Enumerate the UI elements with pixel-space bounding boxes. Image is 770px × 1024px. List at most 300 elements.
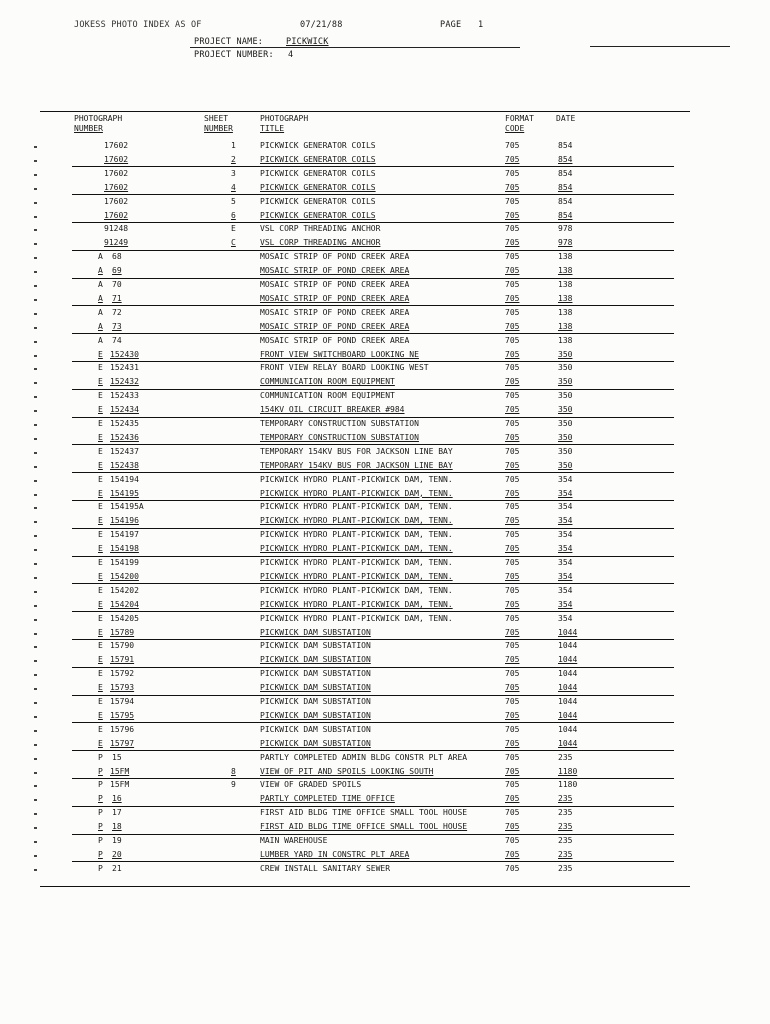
row-group-rule — [72, 278, 674, 279]
row-prefix: E — [98, 405, 103, 415]
row-group-rule — [72, 528, 674, 529]
photo-number: 68 — [112, 252, 122, 262]
table-row — [0, 280, 770, 291]
format-code: 705 — [505, 780, 520, 790]
format-code: 705 — [505, 432, 520, 442]
photo-title: PARTLY COMPLETED TIME OFFICE — [260, 794, 395, 804]
table-row — [0, 169, 770, 180]
table-top-rule — [40, 111, 690, 112]
format-code: 705 — [505, 307, 520, 317]
table-row — [0, 461, 770, 472]
photo-number: 154202 — [110, 585, 139, 595]
photo-title: PICKWICK GENERATOR COILS — [260, 210, 376, 220]
format-code: 705 — [505, 238, 520, 248]
format-code: 705 — [505, 488, 520, 498]
photo-title: MOSAIC STRIP OF POND CREEK AREA — [260, 252, 410, 262]
margin-mark — [34, 327, 37, 329]
margin-mark — [34, 146, 37, 148]
format-code: 705 — [505, 655, 520, 665]
date-code: 1044 — [558, 627, 578, 637]
format-code: 705 — [505, 710, 520, 720]
format-code: 705 — [505, 363, 520, 373]
table-row — [0, 433, 770, 444]
row-prefix: E — [98, 697, 103, 706]
format-code: 705 — [505, 182, 520, 192]
photo-number: 72 — [112, 307, 122, 317]
photo-title: MOSAIC STRIP OF POND CREEK AREA — [260, 280, 410, 289]
photo-title: MOSAIC STRIP OF POND CREEK AREA — [260, 321, 410, 331]
project-number: 4 — [288, 50, 294, 60]
project-name: PICKWICK — [286, 37, 329, 47]
date-code: 235 — [558, 752, 573, 762]
sheet-number: 3 — [231, 168, 236, 178]
table-row — [0, 252, 770, 263]
photo-title: PICKWICK HYDRO PLANT-PICKWICK DAM, TENN. — [260, 488, 453, 498]
format-code: 705 — [505, 141, 520, 150]
margin-mark — [34, 674, 37, 676]
row-prefix: P — [98, 752, 103, 762]
table-row — [0, 628, 770, 639]
sheet-number: C — [231, 238, 236, 248]
margin-mark — [34, 521, 37, 523]
row-prefix: E — [98, 738, 103, 748]
row-group-rule — [72, 806, 674, 807]
format-code: 705 — [505, 252, 520, 262]
photo-number: 152434 — [110, 405, 139, 415]
row-prefix: E — [98, 627, 103, 637]
report-title: JOKESS PHOTO INDEX AS OF — [74, 20, 202, 30]
format-code: 705 — [505, 502, 520, 512]
photo-title: TEMPORARY 154KV BUS FOR JACKSON LINE BAY — [260, 446, 453, 456]
photo-number: 15794 — [110, 697, 135, 706]
date-code: 1044 — [558, 669, 578, 679]
table-row — [0, 516, 770, 527]
date-code: 354 — [558, 488, 573, 498]
table-row — [0, 377, 770, 388]
date-code: 350 — [558, 405, 573, 415]
date-code: 1180 — [558, 780, 578, 790]
row-prefix: E — [98, 391, 103, 401]
date-code: 1044 — [558, 738, 578, 748]
margin-mark — [34, 216, 37, 218]
row-prefix: E — [98, 655, 103, 665]
margin-mark — [34, 188, 37, 190]
date-code: 354 — [558, 530, 573, 540]
table-row — [0, 711, 770, 722]
photo-title: PICKWICK DAM SUBSTATION — [260, 669, 371, 679]
photo-title: COMMUNICATION ROOM EQUIPMENT — [260, 391, 395, 401]
format-code: 705 — [505, 224, 520, 234]
margin-mark — [34, 619, 37, 621]
photo-title: PICKWICK GENERATOR COILS — [260, 141, 376, 150]
margin-mark — [34, 507, 37, 509]
date-code: 354 — [558, 585, 573, 595]
sheet-number: 1 — [231, 141, 236, 150]
date-code: 1044 — [558, 697, 578, 706]
photo-number: 15FM — [110, 766, 130, 776]
margin-mark — [34, 855, 37, 857]
date-code: 138 — [558, 252, 573, 262]
format-code: 705 — [505, 377, 520, 387]
margin-mark — [34, 313, 37, 315]
date-code: 1044 — [558, 710, 578, 720]
sheet-number: 2 — [231, 154, 236, 164]
date-code: 354 — [558, 544, 573, 554]
row-prefix: E — [98, 516, 103, 526]
photo-number: 15789 — [110, 627, 135, 637]
date-code: 1044 — [558, 655, 578, 665]
table-row — [0, 502, 770, 513]
photo-number: 16 — [112, 794, 122, 804]
sheet-number: 4 — [231, 182, 236, 192]
date-code: 235 — [558, 849, 573, 859]
photo-number: 15797 — [110, 738, 135, 748]
margin-mark — [34, 382, 37, 384]
report-date: 07/21/88 — [300, 20, 343, 30]
margin-mark — [34, 744, 37, 746]
photo-title: PICKWICK DAM SUBSTATION — [260, 697, 371, 706]
row-prefix: A — [98, 321, 103, 331]
photo-title: PICKWICK HYDRO PLANT-PICKWICK DAM, TENN. — [260, 530, 453, 540]
format-code: 705 — [505, 613, 520, 623]
photo-title: PICKWICK HYDRO PLANT-PICKWICK DAM, TENN. — [260, 558, 453, 567]
format-code: 705 — [505, 419, 520, 428]
col-sheet-number: SHEET NUMBER — [204, 114, 233, 133]
row-group-rule — [72, 639, 674, 640]
photo-number: 91249 — [104, 238, 129, 248]
photo-title: MOSAIC STRIP OF POND CREEK AREA — [260, 307, 410, 317]
margin-mark — [34, 702, 37, 704]
margin-mark — [34, 646, 37, 648]
table-row — [0, 363, 770, 374]
format-code: 705 — [505, 863, 520, 873]
row-prefix: P — [98, 794, 103, 804]
format-code: 705 — [505, 836, 520, 845]
photo-title: PICKWICK HYDRO PLANT-PICKWICK DAM, TENN. — [260, 599, 453, 609]
photo-title: PICKWICK HYDRO PLANT-PICKWICK DAM, TENN. — [260, 613, 453, 623]
photo-title: PICKWICK GENERATOR COILS — [260, 154, 376, 164]
margin-mark — [34, 355, 37, 357]
format-code: 705 — [505, 474, 520, 484]
date-code: 854 — [558, 168, 573, 178]
row-prefix: P — [98, 849, 103, 859]
date-code: 138 — [558, 280, 573, 289]
margin-mark — [34, 827, 37, 829]
format-code: 705 — [505, 571, 520, 581]
table-row — [0, 544, 770, 555]
format-code: 705 — [505, 752, 520, 762]
margin-mark — [34, 341, 37, 343]
table-row — [0, 614, 770, 625]
margin-mark — [34, 730, 37, 732]
table-row — [0, 753, 770, 764]
margin-mark — [34, 160, 37, 162]
photo-number: 15FM — [110, 780, 130, 790]
sheet-number: 8 — [231, 766, 236, 776]
photo-number: 154200 — [110, 571, 139, 581]
date-code: 978 — [558, 224, 573, 234]
photo-number: 17602 — [104, 168, 129, 178]
table-row — [0, 822, 770, 833]
format-code: 705 — [505, 154, 520, 164]
page-number: 1 — [478, 20, 484, 30]
table-row — [0, 197, 770, 208]
margin-mark — [34, 563, 37, 565]
row-group-rule — [72, 778, 674, 779]
row-prefix: E — [98, 599, 103, 609]
date-code: 350 — [558, 460, 573, 470]
row-prefix: E — [98, 530, 103, 540]
row-prefix: E — [98, 571, 103, 581]
photo-number: 73 — [112, 321, 122, 331]
photo-number: 154195 — [110, 488, 139, 498]
date-code: 350 — [558, 377, 573, 387]
photo-title: TEMPORARY CONSTRUCTION SUBSTATION — [260, 419, 419, 428]
photo-number: 15 — [112, 752, 122, 762]
row-prefix: P — [98, 822, 103, 832]
row-prefix: E — [98, 460, 103, 470]
format-code: 705 — [505, 849, 520, 859]
row-group-rule — [72, 361, 674, 362]
date-code: 354 — [558, 613, 573, 623]
row-group-rule — [72, 222, 674, 223]
table-row — [0, 655, 770, 666]
format-code: 705 — [505, 697, 520, 706]
photo-number: 152432 — [110, 377, 139, 387]
table-row — [0, 294, 770, 305]
format-code: 705 — [505, 627, 520, 637]
photo-title: PICKWICK DAM SUBSTATION — [260, 627, 371, 637]
table-row — [0, 266, 770, 277]
table-row — [0, 669, 770, 680]
table-bottom-rule — [40, 886, 690, 887]
date-code: 350 — [558, 432, 573, 442]
photo-title: PICKWICK DAM SUBSTATION — [260, 655, 371, 665]
photo-title: PICKWICK HYDRO PLANT-PICKWICK DAM, TENN. — [260, 585, 453, 595]
margin-mark — [34, 785, 37, 787]
photo-number: 17602 — [104, 210, 129, 220]
format-code: 705 — [505, 460, 520, 470]
format-code: 705 — [505, 641, 520, 651]
photo-number: 91248 — [104, 224, 129, 234]
date-code: 1180 — [558, 766, 578, 776]
photo-title: PICKWICK DAM SUBSTATION — [260, 724, 371, 734]
margin-mark — [34, 549, 37, 551]
row-group-rule — [72, 305, 674, 306]
row-prefix: E — [98, 419, 103, 428]
photo-title: MOSAIC STRIP OF POND CREEK AREA — [260, 293, 410, 303]
date-code: 854 — [558, 210, 573, 220]
date-code: 350 — [558, 391, 573, 401]
photo-number: 154194 — [110, 474, 139, 484]
row-prefix: P — [98, 836, 103, 845]
table-row — [0, 475, 770, 486]
date-code: 350 — [558, 363, 573, 373]
photo-title: TEMPORARY CONSTRUCTION SUBSTATION — [260, 432, 419, 442]
date-code: 1044 — [558, 641, 578, 651]
photo-number: 15790 — [110, 641, 135, 651]
format-code: 705 — [505, 669, 520, 679]
format-code: 705 — [505, 516, 520, 526]
date-code: 138 — [558, 321, 573, 331]
photo-title: PICKWICK DAM SUBSTATION — [260, 738, 371, 748]
margin-mark — [34, 591, 37, 593]
photo-number: 152436 — [110, 432, 139, 442]
margin-mark — [34, 410, 37, 412]
row-prefix: E — [98, 724, 103, 734]
margin-mark — [34, 424, 37, 426]
format-code: 705 — [505, 724, 520, 734]
format-code: 705 — [505, 599, 520, 609]
table-row — [0, 836, 770, 847]
table-row — [0, 308, 770, 319]
photo-number: 152435 — [110, 419, 139, 428]
format-code: 705 — [505, 558, 520, 567]
table-row — [0, 155, 770, 166]
photo-title: PICKWICK GENERATOR COILS — [260, 182, 376, 192]
photo-number: 15793 — [110, 683, 135, 693]
row-prefix: E — [98, 683, 103, 693]
row-prefix: E — [98, 377, 103, 387]
format-code: 705 — [505, 321, 520, 331]
date-code: 350 — [558, 349, 573, 359]
photo-title: VSL CORP THREADING ANCHOR — [260, 238, 381, 248]
sheet-number: E — [231, 224, 236, 234]
table-row — [0, 808, 770, 819]
table-row — [0, 447, 770, 458]
margin-mark — [34, 535, 37, 537]
date-code: 235 — [558, 794, 573, 804]
date-code: 138 — [558, 293, 573, 303]
format-code: 705 — [505, 210, 520, 220]
margin-mark — [34, 438, 37, 440]
row-group-rule — [72, 472, 674, 473]
format-code: 705 — [505, 293, 520, 303]
row-prefix: A — [98, 252, 103, 262]
format-code: 705 — [505, 446, 520, 456]
date-code: 138 — [558, 335, 573, 345]
margin-mark — [34, 480, 37, 482]
date-code: 350 — [558, 419, 573, 428]
margin-mark — [34, 772, 37, 774]
table-row — [0, 224, 770, 235]
row-group-rule — [72, 861, 674, 862]
row-prefix: E — [98, 544, 103, 554]
date-code: 354 — [558, 502, 573, 512]
photo-number: 17602 — [104, 141, 129, 150]
photo-number: 154199 — [110, 558, 139, 567]
row-group-rule — [72, 611, 674, 612]
col-format-code: FORMAT CODE — [505, 114, 534, 133]
margin-mark — [34, 716, 37, 718]
margin-mark — [34, 368, 37, 370]
row-prefix: P — [98, 863, 103, 873]
row-group-rule — [72, 417, 674, 418]
photo-number: 71 — [112, 293, 122, 303]
format-code: 705 — [505, 766, 520, 776]
date-code: 1044 — [558, 683, 578, 693]
photo-title: VSL CORP THREADING ANCHOR — [260, 224, 381, 234]
table-row — [0, 780, 770, 791]
margin-mark — [34, 633, 37, 635]
row-group-rule — [72, 333, 674, 334]
row-prefix: E — [98, 363, 103, 373]
margin-mark — [34, 243, 37, 245]
photo-number: 74 — [112, 335, 122, 345]
row-group-rule — [72, 500, 674, 501]
margin-mark — [34, 869, 37, 871]
project-name-label: PROJECT NAME: — [194, 37, 264, 47]
date-code: 235 — [558, 822, 573, 832]
row-prefix: E — [98, 488, 103, 498]
format-code: 705 — [505, 335, 520, 345]
table-row — [0, 336, 770, 347]
photo-number: 18 — [112, 822, 122, 832]
margin-mark — [34, 605, 37, 607]
photo-number: 17 — [112, 808, 122, 818]
row-prefix: E — [98, 558, 103, 567]
date-code: 854 — [558, 182, 573, 192]
photo-title: MAIN WAREHOUSE — [260, 836, 328, 845]
row-prefix: E — [98, 432, 103, 442]
row-prefix: A — [98, 280, 103, 289]
row-prefix: E — [98, 641, 103, 651]
photo-number: 19 — [112, 836, 122, 845]
photo-number: 21 — [112, 863, 122, 873]
date-code: 354 — [558, 474, 573, 484]
row-prefix: P — [98, 808, 103, 818]
row-prefix: E — [98, 502, 103, 512]
format-code: 705 — [505, 738, 520, 748]
table-row — [0, 405, 770, 416]
date-code: 354 — [558, 558, 573, 567]
photo-number: 154205 — [110, 613, 139, 623]
margin-mark — [34, 813, 37, 815]
row-prefix: E — [98, 585, 103, 595]
row-group-rule — [72, 389, 674, 390]
photo-title: PICKWICK HYDRO PLANT-PICKWICK DAM, TENN. — [260, 502, 453, 512]
table-row — [0, 211, 770, 222]
table-row — [0, 183, 770, 194]
format-code: 705 — [505, 280, 520, 289]
format-code: 705 — [505, 349, 520, 359]
table-row — [0, 489, 770, 500]
photo-title: PICKWICK HYDRO PLANT-PICKWICK DAM, TENN. — [260, 516, 453, 526]
photo-title: PICKWICK HYDRO PLANT-PICKWICK DAM, TENN. — [260, 474, 453, 484]
photo-title: PICKWICK DAM SUBSTATION — [260, 710, 371, 720]
photo-title: LUMBER YARD IN CONSTRC PLT AREA — [260, 849, 410, 859]
project-rule — [190, 47, 520, 48]
margin-mark — [34, 660, 37, 662]
table-row — [0, 850, 770, 861]
table-row — [0, 419, 770, 430]
table-row — [0, 794, 770, 805]
row-prefix: E — [98, 474, 103, 484]
photo-title: FIRST AID BLDG TIME OFFICE SMALL TOOL HOUSE — [260, 808, 468, 818]
photo-number: 15791 — [110, 655, 135, 665]
photo-title: VIEW OF GRADED SPOILS — [260, 780, 362, 790]
row-group-rule — [72, 444, 674, 445]
row-group-rule — [72, 695, 674, 696]
date-code: 1044 — [558, 724, 578, 734]
table-row — [0, 350, 770, 361]
photo-number: 152437 — [110, 446, 139, 456]
row-group-rule — [72, 194, 674, 195]
photo-title: MOSAIC STRIP OF POND CREEK AREA — [260, 266, 410, 276]
col-date: DATE — [556, 114, 576, 123]
photo-title: 154KV OIL CIRCUIT BREAKER #984 — [260, 405, 405, 415]
photo-title: TEMPORARY 154KV BUS FOR JACKSON LINE BAY — [260, 460, 453, 470]
